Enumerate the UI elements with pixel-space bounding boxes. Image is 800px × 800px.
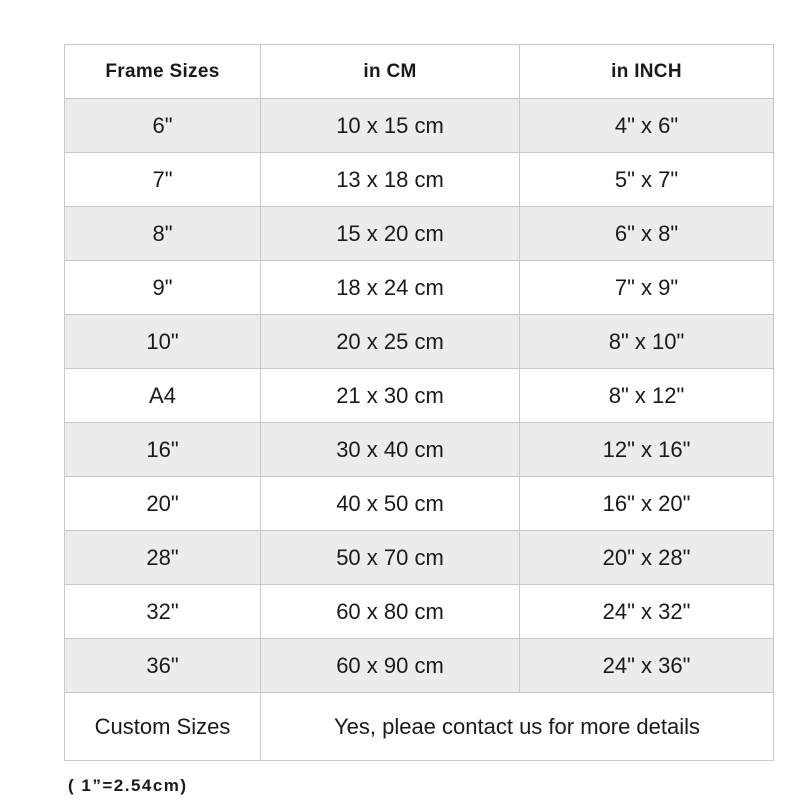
cm-size-cell: 20 x 25 cm [261,315,520,369]
table-row [65,207,774,261]
table-row [65,261,774,315]
header-frame-sizes: Frame Sizes [65,45,261,99]
frame-size-cell: 16" [65,423,261,477]
frame-size-table [64,44,774,761]
frame-size-cell: 7" [65,153,261,207]
frame-size-cell: 20" [65,477,261,531]
cm-size-cell: 60 x 90 cm [261,639,520,693]
table-row [65,639,774,693]
header-in-cm: in CM [261,45,520,99]
cm-size-cell: 21 x 30 cm [261,369,520,423]
table-body [65,99,774,761]
frame-size-cell: 32" [65,585,261,639]
cm-size-cell: 10 x 15 cm [261,99,520,153]
table-row [65,99,774,153]
frame-size-cell: 6" [65,99,261,153]
custom-sizes-label: Custom Sizes [65,693,261,761]
inch-size-cell: 8" x 12" [520,369,774,423]
custom-sizes-row [65,693,774,761]
inch-size-cell: 4" x 6" [520,99,774,153]
inch-size-cell: 7" x 9" [520,261,774,315]
cm-size-cell: 30 x 40 cm [261,423,520,477]
cm-size-cell: 50 x 70 cm [261,531,520,585]
inch-size-cell: 5" x 7" [520,153,774,207]
inch-size-cell: 20" x 28" [520,531,774,585]
frame-size-cell: 36" [65,639,261,693]
table-header-row [65,45,774,99]
table-row [65,531,774,585]
frame-size-cell: A4 [65,369,261,423]
frame-size-cell: 9" [65,261,261,315]
cm-size-cell: 15 x 20 cm [261,207,520,261]
frame-size-cell: 10" [65,315,261,369]
table-row [65,585,774,639]
inch-size-cell: 24" x 36" [520,639,774,693]
custom-sizes-note: Yes, pleae contact us for more details [261,693,774,761]
cm-size-cell: 18 x 24 cm [261,261,520,315]
frame-size-cell: 8" [65,207,261,261]
table-row [65,477,774,531]
table-row [65,369,774,423]
table-row [65,153,774,207]
table-row [65,423,774,477]
cm-size-cell: 40 x 50 cm [261,477,520,531]
frame-size-cell: 28" [65,531,261,585]
inch-size-cell: 24" x 32" [520,585,774,639]
inch-size-cell: 6" x 8" [520,207,774,261]
conversion-footnote: ( 1”=2.54cm) [68,776,188,795]
inch-size-cell: 8" x 10" [520,315,774,369]
inch-size-cell: 16" x 20" [520,477,774,531]
inch-size-cell: 12" x 16" [520,423,774,477]
header-in-inch: in INCH [520,45,774,99]
cm-size-cell: 13 x 18 cm [261,153,520,207]
cm-size-cell: 60 x 80 cm [261,585,520,639]
table-row [65,315,774,369]
